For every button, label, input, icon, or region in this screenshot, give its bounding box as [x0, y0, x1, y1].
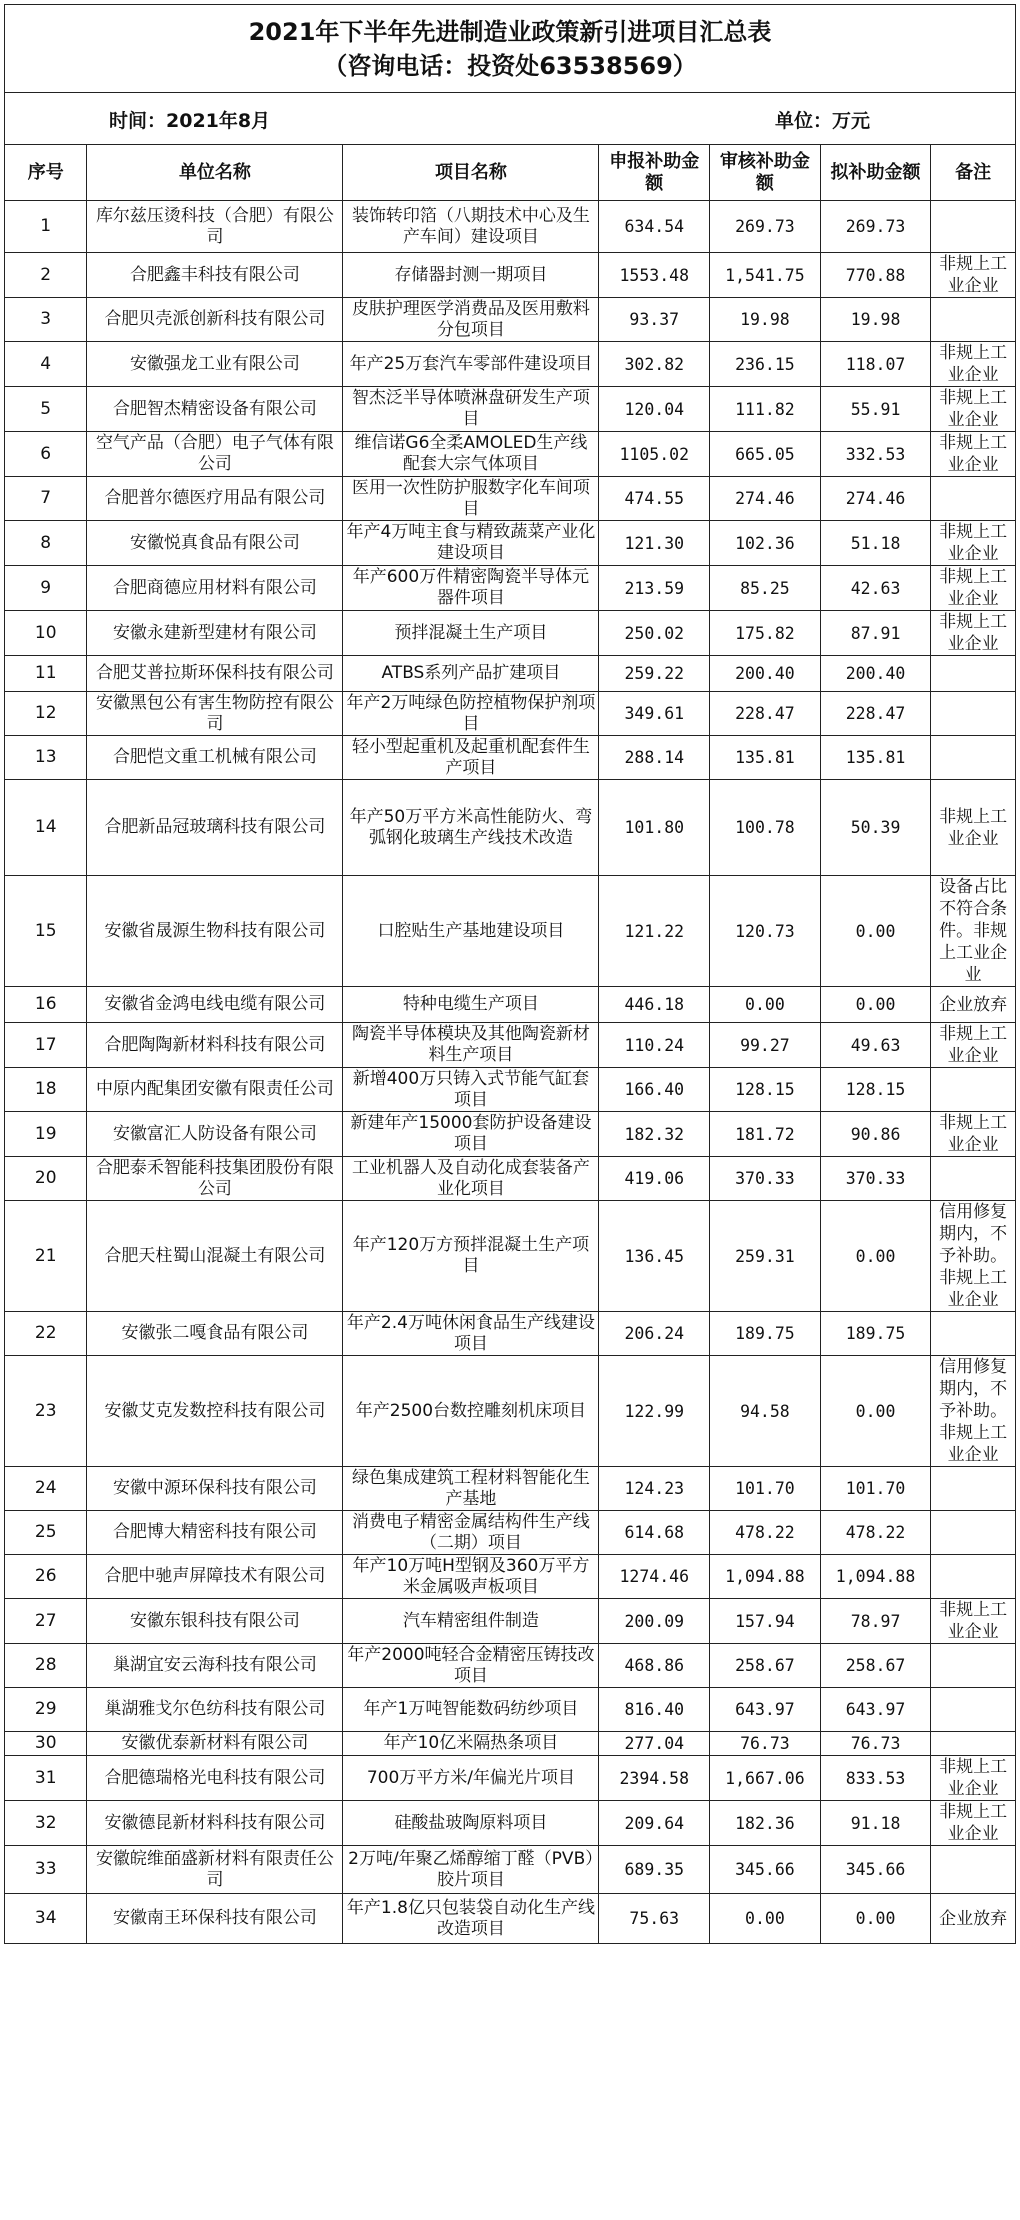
cell-note: 非规上工业企业 [931, 566, 1016, 611]
cell-applied-amount: 122.99 [599, 1356, 710, 1467]
cell-project: 年产10亿米隔热条项目 [343, 1732, 599, 1756]
cell-note: 非规上工业企业 [931, 253, 1016, 298]
cell-applied-amount: 206.24 [599, 1312, 710, 1356]
cell-reviewed-amount: 182.36 [710, 1801, 821, 1846]
cell-project: 年产25万套汽车零部件建设项目 [343, 342, 599, 387]
cell-applied-amount: 250.02 [599, 611, 710, 656]
summary-sheet [4, 4, 1016, 1944]
cell-note [931, 692, 1016, 736]
table-row [5, 387, 1016, 432]
cell-applied-amount: 468.86 [599, 1644, 710, 1688]
header-applied-amount: 申报补助金额 [599, 145, 710, 201]
cell-reviewed-amount: 259.31 [710, 1201, 821, 1312]
cell-company: 安徽张二嘎食品有限公司 [87, 1312, 343, 1356]
cell-note: 信用修复期内，不予补助。非规上工业企业 [931, 1356, 1016, 1467]
cell-note: 非规上工业企业 [931, 387, 1016, 432]
cell-seq: 10 [5, 611, 87, 656]
cell-seq: 27 [5, 1599, 87, 1644]
cell-reviewed-amount: 100.78 [710, 780, 821, 876]
cell-project: 2万吨/年聚乙烯醇缩丁醛（PVB）胶片项目 [343, 1846, 599, 1894]
cell-reviewed-amount: 258.67 [710, 1644, 821, 1688]
cell-reviewed-amount: 111.82 [710, 387, 821, 432]
cell-proposed-amount: 128.15 [820, 1068, 931, 1112]
cell-applied-amount: 1553.48 [599, 253, 710, 298]
cell-reviewed-amount: 99.27 [710, 1023, 821, 1068]
cell-reviewed-amount: 665.05 [710, 432, 821, 477]
cell-proposed-amount: 228.47 [820, 692, 931, 736]
page-subtitle: （咨询电话：投资处63538569） [323, 52, 697, 80]
cell-seq: 28 [5, 1644, 87, 1688]
header-note: 备注 [931, 145, 1016, 201]
cell-reviewed-amount: 120.73 [710, 876, 821, 987]
cell-applied-amount: 277.04 [599, 1732, 710, 1756]
cell-seq: 31 [5, 1756, 87, 1801]
table-row [5, 342, 1016, 387]
cell-company: 安徽永建新型建材有限公司 [87, 611, 343, 656]
cell-company: 合肥艾普拉斯环保科技有限公司 [87, 656, 343, 692]
cell-company: 安徽悦真食品有限公司 [87, 521, 343, 566]
cell-project: 年产10万吨H型钢及360万平方米金属吸声板项目 [343, 1555, 599, 1599]
cell-seq: 12 [5, 692, 87, 736]
cell-note [931, 656, 1016, 692]
cell-proposed-amount: 643.97 [820, 1688, 931, 1732]
cell-reviewed-amount: 19.98 [710, 298, 821, 342]
cell-reviewed-amount: 0.00 [710, 987, 821, 1023]
cell-proposed-amount: 135.81 [820, 736, 931, 780]
cell-project: 医用一次性防护服数字化车间项目 [343, 477, 599, 521]
meta-row [4, 92, 1016, 144]
cell-project: 智杰泛半导体喷淋盘研发生产项目 [343, 387, 599, 432]
header-company: 单位名称 [87, 145, 343, 201]
cell-company: 安徽富汇人防设备有限公司 [87, 1112, 343, 1157]
cell-reviewed-amount: 189.75 [710, 1312, 821, 1356]
cell-reviewed-amount: 102.36 [710, 521, 821, 566]
cell-applied-amount: 110.24 [599, 1023, 710, 1068]
header-seq: 序号 [5, 145, 87, 201]
cell-applied-amount: 302.82 [599, 342, 710, 387]
cell-reviewed-amount: 1,667.06 [710, 1756, 821, 1801]
cell-proposed-amount: 0.00 [820, 1201, 931, 1312]
table-row [5, 736, 1016, 780]
cell-note [931, 477, 1016, 521]
cell-company: 合肥普尔德医疗用品有限公司 [87, 477, 343, 521]
table-row [5, 1068, 1016, 1112]
cell-project: 绿色集成建筑工程材料智能化生产基地 [343, 1467, 599, 1511]
cell-note [931, 1846, 1016, 1894]
table-row [5, 656, 1016, 692]
cell-project: 年产1万吨智能数码纺纱项目 [343, 1688, 599, 1732]
cell-seq: 33 [5, 1846, 87, 1894]
cell-company: 安徽德昆新材料科技有限公司 [87, 1801, 343, 1846]
cell-proposed-amount: 101.70 [820, 1467, 931, 1511]
cell-note: 非规上工业企业 [931, 1801, 1016, 1846]
cell-seq: 18 [5, 1068, 87, 1112]
cell-applied-amount: 93.37 [599, 298, 710, 342]
cell-seq: 14 [5, 780, 87, 876]
header-reviewed-amount: 审核补助金额 [710, 145, 821, 201]
table-row [5, 566, 1016, 611]
cell-proposed-amount: 258.67 [820, 1644, 931, 1688]
cell-proposed-amount: 90.86 [820, 1112, 931, 1157]
cell-reviewed-amount: 76.73 [710, 1732, 821, 1756]
cell-project: 年产2000吨轻合金精密压铸技改项目 [343, 1644, 599, 1688]
cell-reviewed-amount: 236.15 [710, 342, 821, 387]
cell-project: 年产50万平方米高性能防火、弯弧钢化玻璃生产线技术改造 [343, 780, 599, 876]
currency-unit: 单位：万元 [775, 110, 871, 132]
cell-proposed-amount: 0.00 [820, 876, 931, 987]
cell-project: 年产2.4万吨休闲食品生产线建设项目 [343, 1312, 599, 1356]
cell-company: 库尔兹压烫科技（合肥）有限公司 [87, 201, 343, 253]
cell-applied-amount: 209.64 [599, 1801, 710, 1846]
cell-reviewed-amount: 0.00 [710, 1894, 821, 1944]
cell-company: 合肥鑫丰科技有限公司 [87, 253, 343, 298]
cell-proposed-amount: 0.00 [820, 1356, 931, 1467]
table-row [5, 432, 1016, 477]
cell-company: 合肥中驰声屏障技术有限公司 [87, 1555, 343, 1599]
cell-reviewed-amount: 643.97 [710, 1688, 821, 1732]
cell-company: 安徽省金鸿电线电缆有限公司 [87, 987, 343, 1023]
cell-reviewed-amount: 1,541.75 [710, 253, 821, 298]
cell-reviewed-amount: 228.47 [710, 692, 821, 736]
cell-reviewed-amount: 269.73 [710, 201, 821, 253]
cell-applied-amount: 166.40 [599, 1068, 710, 1112]
cell-applied-amount: 288.14 [599, 736, 710, 780]
table-body [5, 201, 1016, 1944]
cell-company: 合肥陶陶新材料科技有限公司 [87, 1023, 343, 1068]
cell-applied-amount: 634.54 [599, 201, 710, 253]
table-row [5, 1801, 1016, 1846]
cell-proposed-amount: 50.39 [820, 780, 931, 876]
cell-project: 装饰转印箔（八期技术中心及生产车间）建设项目 [343, 201, 599, 253]
cell-seq: 19 [5, 1112, 87, 1157]
table-row [5, 201, 1016, 253]
cell-note [931, 736, 1016, 780]
cell-proposed-amount: 274.46 [820, 477, 931, 521]
cell-company: 安徽黑包公有害生物防控有限公司 [87, 692, 343, 736]
cell-applied-amount: 446.18 [599, 987, 710, 1023]
cell-company: 安徽优泰新材料有限公司 [87, 1732, 343, 1756]
table-row [5, 876, 1016, 987]
cell-reviewed-amount: 478.22 [710, 1511, 821, 1555]
cell-seq: 24 [5, 1467, 87, 1511]
cell-applied-amount: 136.45 [599, 1201, 710, 1312]
cell-seq: 6 [5, 432, 87, 477]
cell-seq: 5 [5, 387, 87, 432]
cell-applied-amount: 2394.58 [599, 1756, 710, 1801]
cell-applied-amount: 349.61 [599, 692, 710, 736]
table-row [5, 1201, 1016, 1312]
cell-reviewed-amount: 135.81 [710, 736, 821, 780]
cell-proposed-amount: 91.18 [820, 1801, 931, 1846]
table-row [5, 1894, 1016, 1944]
cell-note [931, 1555, 1016, 1599]
cell-applied-amount: 121.30 [599, 521, 710, 566]
page-title: 2021年下半年先进制造业政策新引进项目汇总表 [248, 18, 772, 46]
cell-reviewed-amount: 200.40 [710, 656, 821, 692]
cell-proposed-amount: 269.73 [820, 201, 931, 253]
cell-seq: 20 [5, 1157, 87, 1201]
cell-seq: 17 [5, 1023, 87, 1068]
cell-company: 安徽艾克发数控科技有限公司 [87, 1356, 343, 1467]
cell-note [931, 1312, 1016, 1356]
table-row [5, 1599, 1016, 1644]
cell-project: 新增400万只铸入式节能气缸套项目 [343, 1068, 599, 1112]
cell-applied-amount: 614.68 [599, 1511, 710, 1555]
cell-proposed-amount: 118.07 [820, 342, 931, 387]
cell-proposed-amount: 345.66 [820, 1846, 931, 1894]
table-row [5, 1112, 1016, 1157]
cell-applied-amount: 1274.46 [599, 1555, 710, 1599]
cell-company: 合肥智杰精密设备有限公司 [87, 387, 343, 432]
cell-reviewed-amount: 94.58 [710, 1356, 821, 1467]
table-row [5, 1312, 1016, 1356]
cell-project: 工业机器人及自动化成套装备产业化项目 [343, 1157, 599, 1201]
cell-company: 合肥博大精密科技有限公司 [87, 1511, 343, 1555]
cell-note: 非规上工业企业 [931, 1112, 1016, 1157]
cell-seq: 34 [5, 1894, 87, 1944]
table-row [5, 1688, 1016, 1732]
cell-seq: 23 [5, 1356, 87, 1467]
cell-project: 年产4万吨主食与精致蔬菜产业化建设项目 [343, 521, 599, 566]
cell-seq: 29 [5, 1688, 87, 1732]
cell-company: 安徽东银科技有限公司 [87, 1599, 343, 1644]
table-row [5, 1846, 1016, 1894]
cell-note [931, 201, 1016, 253]
cell-note [931, 1467, 1016, 1511]
report-date: 时间：2021年8月 [109, 110, 271, 132]
cell-company: 巢湖宜安云海科技有限公司 [87, 1644, 343, 1688]
cell-note: 设备占比不符合条件。非规上工业企业 [931, 876, 1016, 987]
cell-note [931, 1732, 1016, 1756]
cell-proposed-amount: 200.40 [820, 656, 931, 692]
cell-company: 安徽南王环保科技有限公司 [87, 1894, 343, 1944]
cell-note [931, 1068, 1016, 1112]
cell-applied-amount: 121.22 [599, 876, 710, 987]
cell-applied-amount: 124.23 [599, 1467, 710, 1511]
cell-reviewed-amount: 370.33 [710, 1157, 821, 1201]
cell-applied-amount: 1105.02 [599, 432, 710, 477]
table-row [5, 253, 1016, 298]
cell-reviewed-amount: 181.72 [710, 1112, 821, 1157]
table-row [5, 987, 1016, 1023]
table-row [5, 1356, 1016, 1467]
cell-applied-amount: 259.22 [599, 656, 710, 692]
cell-project: 年产600万件精密陶瓷半导体元器件项目 [343, 566, 599, 611]
cell-seq: 8 [5, 521, 87, 566]
cell-project: 700万平方米/年偏光片项目 [343, 1756, 599, 1801]
cell-note: 企业放弃 [931, 1894, 1016, 1944]
cell-reviewed-amount: 85.25 [710, 566, 821, 611]
cell-seq: 30 [5, 1732, 87, 1756]
cell-project: 陶瓷半导体模块及其他陶瓷新材料生产项目 [343, 1023, 599, 1068]
cell-company: 空气产品（合肥）电子气体有限公司 [87, 432, 343, 477]
cell-applied-amount: 816.40 [599, 1688, 710, 1732]
table-row [5, 1511, 1016, 1555]
cell-applied-amount: 101.80 [599, 780, 710, 876]
cell-proposed-amount: 189.75 [820, 1312, 931, 1356]
cell-proposed-amount: 42.63 [820, 566, 931, 611]
table-row [5, 521, 1016, 566]
projects-table [4, 144, 1016, 1944]
cell-applied-amount: 120.04 [599, 387, 710, 432]
cell-reviewed-amount: 1,094.88 [710, 1555, 821, 1599]
cell-note: 非规上工业企业 [931, 1599, 1016, 1644]
cell-project: 轻小型起重机及起重机配套件生产项目 [343, 736, 599, 780]
cell-project: 硅酸盐玻陶原料项目 [343, 1801, 599, 1846]
cell-proposed-amount: 87.91 [820, 611, 931, 656]
cell-company: 安徽省晟源生物科技有限公司 [87, 876, 343, 987]
cell-note [931, 1157, 1016, 1201]
cell-proposed-amount: 370.33 [820, 1157, 931, 1201]
cell-applied-amount: 182.32 [599, 1112, 710, 1157]
cell-seq: 32 [5, 1801, 87, 1846]
cell-project: 年产2500台数控雕刻机床项目 [343, 1356, 599, 1467]
cell-company: 合肥泰禾智能科技集团股份有限公司 [87, 1157, 343, 1201]
cell-note: 非规上工业企业 [931, 780, 1016, 876]
cell-proposed-amount: 76.73 [820, 1732, 931, 1756]
cell-seq: 16 [5, 987, 87, 1023]
cell-reviewed-amount: 101.70 [710, 1467, 821, 1511]
table-row [5, 1023, 1016, 1068]
cell-project: 皮肤护理医学消费品及医用敷料分包项目 [343, 298, 599, 342]
cell-proposed-amount: 478.22 [820, 1511, 931, 1555]
cell-project: 汽车精密组件制造 [343, 1599, 599, 1644]
table-row [5, 692, 1016, 736]
cell-company: 合肥贝壳派创新科技有限公司 [87, 298, 343, 342]
cell-seq: 25 [5, 1511, 87, 1555]
cell-seq: 7 [5, 477, 87, 521]
cell-project: 预拌混凝土生产项目 [343, 611, 599, 656]
table-row [5, 611, 1016, 656]
cell-reviewed-amount: 128.15 [710, 1068, 821, 1112]
cell-project: 新建年产15000套防护设备建设项目 [343, 1112, 599, 1157]
cell-note [931, 1511, 1016, 1555]
cell-proposed-amount: 55.91 [820, 387, 931, 432]
cell-company: 巢湖雅戈尔色纺科技有限公司 [87, 1688, 343, 1732]
cell-reviewed-amount: 175.82 [710, 611, 821, 656]
cell-proposed-amount: 78.97 [820, 1599, 931, 1644]
cell-seq: 4 [5, 342, 87, 387]
cell-applied-amount: 419.06 [599, 1157, 710, 1201]
table-row [5, 298, 1016, 342]
cell-note [931, 298, 1016, 342]
cell-note: 非规上工业企业 [931, 342, 1016, 387]
cell-proposed-amount: 0.00 [820, 987, 931, 1023]
cell-note: 非规上工业企业 [931, 1756, 1016, 1801]
cell-note [931, 1644, 1016, 1688]
cell-reviewed-amount: 157.94 [710, 1599, 821, 1644]
cell-company: 合肥新品冠玻璃科技有限公司 [87, 780, 343, 876]
cell-reviewed-amount: 345.66 [710, 1846, 821, 1894]
cell-project: 消费电子精密金属结构件生产线（二期）项目 [343, 1511, 599, 1555]
table-row [5, 1157, 1016, 1201]
cell-company: 安徽强龙工业有限公司 [87, 342, 343, 387]
header-proposed-amount: 拟补助金额 [820, 145, 931, 201]
cell-note: 非规上工业企业 [931, 521, 1016, 566]
cell-note: 企业放弃 [931, 987, 1016, 1023]
table-row [5, 1644, 1016, 1688]
cell-note: 非规上工业企业 [931, 432, 1016, 477]
cell-project: 年产2万吨绿色防控植物保护剂项目 [343, 692, 599, 736]
cell-project: 口腔贴生产基地建设项目 [343, 876, 599, 987]
table-row [5, 1555, 1016, 1599]
cell-applied-amount: 689.35 [599, 1846, 710, 1894]
cell-seq: 11 [5, 656, 87, 692]
cell-company: 合肥商德应用材料有限公司 [87, 566, 343, 611]
cell-proposed-amount: 49.63 [820, 1023, 931, 1068]
cell-seq: 9 [5, 566, 87, 611]
table-row [5, 1732, 1016, 1756]
cell-proposed-amount: 332.53 [820, 432, 931, 477]
cell-company: 合肥德瑞格光电科技有限公司 [87, 1756, 343, 1801]
cell-company: 中原内配集团安徽有限责任公司 [87, 1068, 343, 1112]
cell-proposed-amount: 19.98 [820, 298, 931, 342]
cell-proposed-amount: 1,094.88 [820, 1555, 931, 1599]
cell-note: 非规上工业企业 [931, 611, 1016, 656]
cell-project: 年产120万方预拌混凝土生产项目 [343, 1201, 599, 1312]
cell-seq: 21 [5, 1201, 87, 1312]
cell-seq: 15 [5, 876, 87, 987]
title-block [4, 4, 1016, 92]
table-row [5, 1756, 1016, 1801]
cell-note [931, 1688, 1016, 1732]
cell-proposed-amount: 833.53 [820, 1756, 931, 1801]
cell-reviewed-amount: 274.46 [710, 477, 821, 521]
cell-applied-amount: 213.59 [599, 566, 710, 611]
header-project: 项目名称 [343, 145, 599, 201]
header-row [5, 145, 1016, 201]
cell-company: 安徽中源环保科技有限公司 [87, 1467, 343, 1511]
cell-applied-amount: 75.63 [599, 1894, 710, 1944]
cell-project: 年产1.8亿只包装袋自动化生产线改造项目 [343, 1894, 599, 1944]
cell-proposed-amount: 0.00 [820, 1894, 931, 1944]
cell-note: 信用修复期内，不予补助。非规上工业企业 [931, 1201, 1016, 1312]
cell-applied-amount: 474.55 [599, 477, 710, 521]
cell-seq: 2 [5, 253, 87, 298]
cell-proposed-amount: 51.18 [820, 521, 931, 566]
cell-project: ATBS系列产品扩建项目 [343, 656, 599, 692]
cell-project: 特种电缆生产项目 [343, 987, 599, 1023]
table-row [5, 1467, 1016, 1511]
cell-project: 维信诺G6全柔AMOLED生产线配套大宗气体项目 [343, 432, 599, 477]
cell-applied-amount: 200.09 [599, 1599, 710, 1644]
cell-seq: 26 [5, 1555, 87, 1599]
cell-project: 存储器封测一期项目 [343, 253, 599, 298]
cell-company: 合肥天柱蜀山混凝土有限公司 [87, 1201, 343, 1312]
table-row [5, 780, 1016, 876]
cell-company: 合肥恺文重工机械有限公司 [87, 736, 343, 780]
cell-seq: 13 [5, 736, 87, 780]
table-row [5, 477, 1016, 521]
cell-company: 安徽皖维皕盛新材料有限责任公司 [87, 1846, 343, 1894]
cell-seq: 22 [5, 1312, 87, 1356]
cell-proposed-amount: 770.88 [820, 253, 931, 298]
cell-seq: 3 [5, 298, 87, 342]
cell-seq: 1 [5, 201, 87, 253]
cell-note: 非规上工业企业 [931, 1023, 1016, 1068]
